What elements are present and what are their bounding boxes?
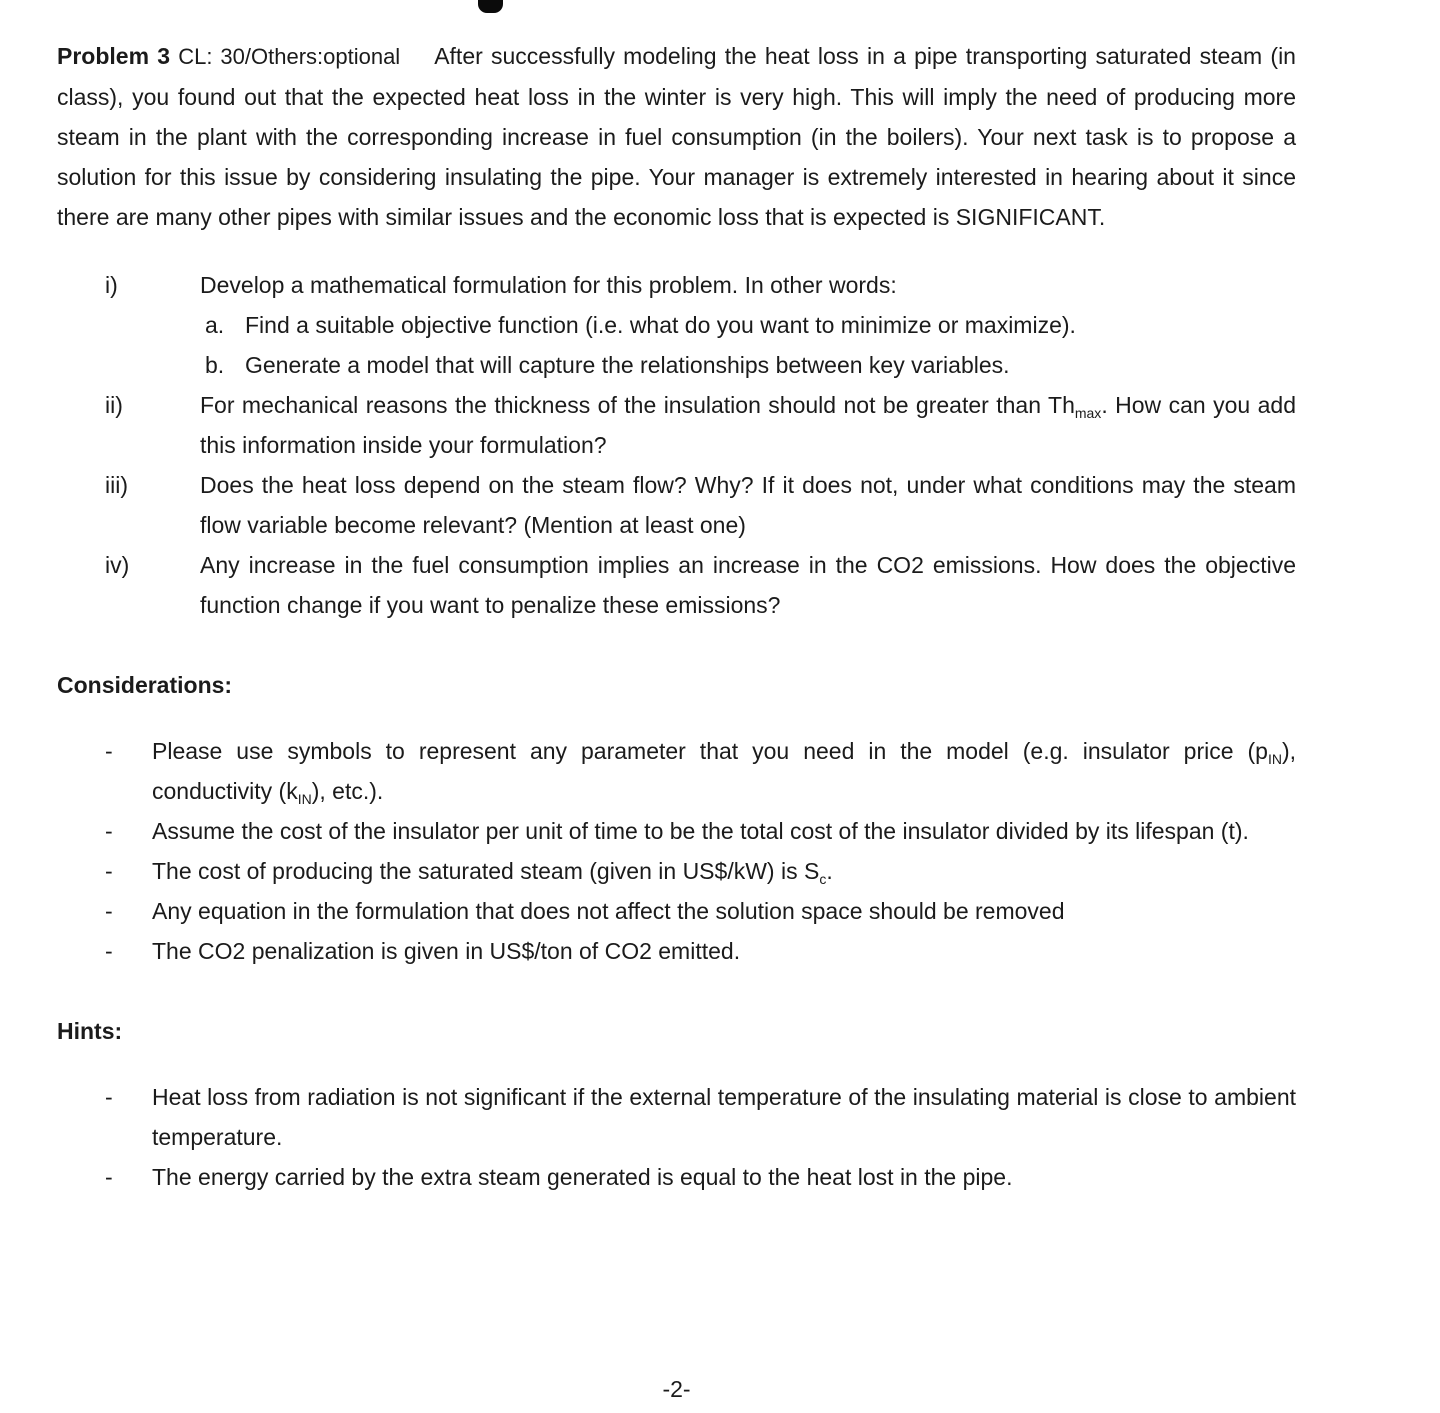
- hints-list: [105, 1077, 1296, 1197]
- dash-bullet: -: [105, 818, 113, 844]
- text-segment: Please use symbols to represent any parameter that you need in the model (e.g. insulator price (p: [152, 738, 1268, 764]
- problem-body-text: After successfully modeling the heat loss in a pipe transporting saturated steam (in class), you found out that the expected heat loss in the winter is very high. This will imply the need of producing more steam in the plant with the corresponding increase in fuel consumption (in the boilers). Your next task is to propose a solution for this issue by considering insulating the pipe. Your manager is extremely interested in hearing about it since there are many other pipes with similar issues and the economic loss that is expected is SIGNIFICANT.: [57, 43, 1296, 230]
- problem-meta: CL: 30/Others:optional: [178, 44, 401, 69]
- text-segment: ), conductivity (k: [152, 738, 1296, 804]
- subscript-pin: IN: [1267, 751, 1282, 767]
- dash-bullet: -: [105, 898, 113, 924]
- considerations-heading: Considerations:: [57, 672, 233, 698]
- dash-bullet: -: [105, 938, 113, 964]
- problem-title: Problem 3: [57, 43, 171, 69]
- dash-bullet: -: [105, 1084, 113, 1110]
- list-marker: iv): [105, 552, 130, 578]
- sub-item-text: Generate a model that will capture the relationships between key variables.: [245, 352, 1010, 378]
- question-body: [200, 465, 1296, 545]
- sub-item-text: Find a suitable objective function (i.e. what do you want to minimize or maximize).: [245, 312, 1076, 338]
- question-text: Any increase in the fuel consumption implies an increase in the CO2 emissions. How does the objective function change if you want to penalize these emissions?: [200, 552, 1296, 618]
- consideration-item: [105, 851, 1296, 891]
- list-marker: b.: [205, 352, 225, 378]
- consideration-item: [105, 931, 1296, 971]
- consideration-text: [152, 891, 1296, 931]
- list-marker: ii): [105, 392, 123, 418]
- text-segment: The CO2 penalization is given in US$/ton of CO2 emitted.: [152, 938, 741, 964]
- considerations-list: [105, 731, 1296, 971]
- text-segment: ), etc.).: [311, 778, 384, 804]
- questions-list: [105, 265, 1296, 625]
- list-marker: i): [105, 272, 118, 298]
- question-item-i: [105, 265, 1296, 385]
- consideration-text: [152, 851, 1296, 891]
- subscript-sc: c: [819, 871, 827, 887]
- consideration-text: [152, 811, 1296, 851]
- question-text: Does the heat loss depend on the steam flow? Why? If it does not, under what conditions may the steam flow variable become relevant? (Mention at least one): [200, 472, 1296, 538]
- subscript-thmax: max: [1074, 405, 1102, 421]
- question-item-iv: [105, 545, 1296, 625]
- consideration-text: [152, 931, 1296, 971]
- cropped-text-fragment: [478, 0, 503, 13]
- page-number: -2-: [662, 1376, 691, 1402]
- hint-item: [105, 1157, 1296, 1197]
- list-marker: iii): [105, 472, 128, 498]
- dash-bullet: -: [105, 858, 113, 884]
- text-segment: The cost of producing the saturated steam (given in US$/kW) is S: [152, 858, 820, 884]
- consideration-item: [105, 731, 1296, 811]
- consideration-item: [105, 811, 1296, 851]
- question-text: Develop a mathematical formulation for this problem. In other words:: [200, 272, 897, 298]
- question-body: [200, 545, 1296, 625]
- dash-bullet: -: [105, 738, 113, 764]
- list-marker: a.: [205, 312, 225, 338]
- question-body: [200, 385, 1296, 465]
- consideration-item: [105, 891, 1296, 931]
- question-text: . How can you add this information inside your formulation?: [200, 392, 1296, 458]
- question-text: For mechanical reasons the thickness of the insulation should not be greater than Th: [200, 392, 1075, 418]
- question-item-ii: [105, 385, 1296, 465]
- text-segment: Heat loss from radiation is not significant if the external temperature of the insulating material is close to ambient temperature.: [152, 1084, 1296, 1150]
- dash-bullet: -: [105, 1164, 113, 1190]
- sub-item-a: [200, 305, 1296, 345]
- text-segment: The energy carried by the extra steam generated is equal to the heat lost in the pipe.: [152, 1164, 1013, 1190]
- problem-paragraph: [57, 36, 1296, 237]
- question-item-iii: [105, 465, 1296, 545]
- text-segment: .: [826, 858, 833, 884]
- hint-text: [152, 1077, 1296, 1157]
- sub-item-b: [200, 345, 1296, 385]
- hint-text: [152, 1157, 1296, 1197]
- hint-item: [105, 1077, 1296, 1157]
- text-segment: Assume the cost of the insulator per unit of time to be the total cost of the insulator divided by its lifespan (t).: [152, 818, 1249, 844]
- question-body: [200, 265, 1296, 385]
- subscript-kin: IN: [297, 791, 312, 807]
- hints-heading: Hints:: [57, 1018, 123, 1044]
- consideration-text: [152, 731, 1296, 811]
- text-segment: Any equation in the formulation that does not affect the solution space should be removed: [152, 898, 1065, 924]
